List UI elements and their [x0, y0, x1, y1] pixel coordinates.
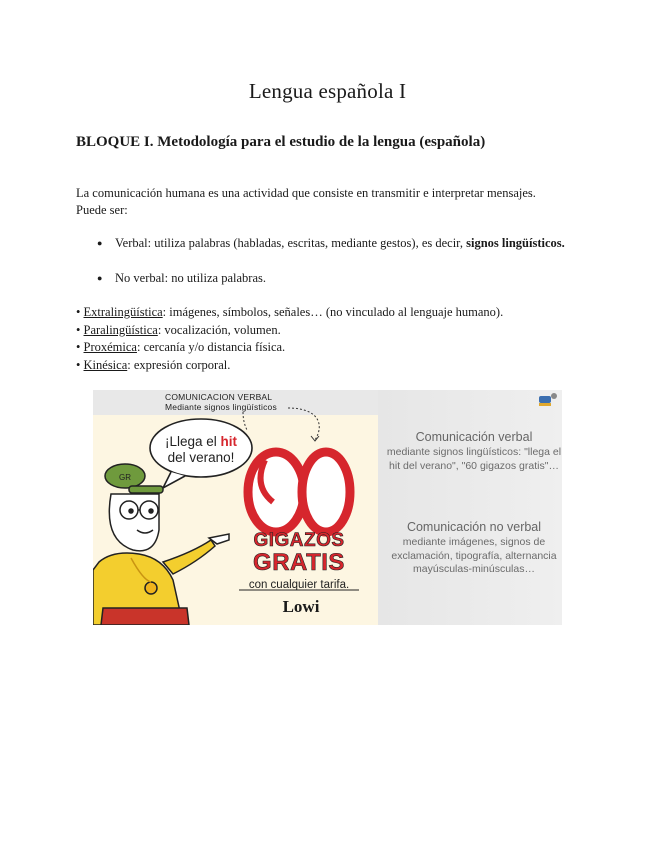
document-title: Lengua española I	[248, 79, 407, 103]
bullet-dot-icon: ●	[97, 238, 103, 248]
intro-paragraph	[76, 185, 596, 219]
corner-logo-icon	[539, 393, 557, 406]
bullet-verbal	[97, 235, 565, 252]
list-item-kinesica	[76, 357, 503, 375]
nonverbal-description: mediante imágenes, signos de exclamación, tipografía, alternancia mayúsculas-minúsculas…	[391, 536, 557, 575]
intro-line-2: Puede ser:	[76, 203, 128, 217]
nonverbal-description-block	[386, 520, 562, 577]
list-item-text: : cercanía y/o distancia física.	[136, 340, 286, 355]
list-item-prefix: •	[76, 322, 84, 337]
verbal-heading: Comunicación verbal	[415, 430, 533, 444]
verbal-caption-title: COMUNICACION VERBAL	[165, 392, 273, 402]
nonverbal-heading: Comunicación no verbal	[406, 520, 542, 534]
list-item-extralinguistica	[76, 304, 503, 322]
character-shorts	[101, 608, 189, 625]
bullet-dot-icon: ●	[97, 273, 103, 283]
lowi-ad-illustration	[93, 390, 562, 625]
list-item-term: Proxémica	[83, 340, 137, 355]
svg-text:GR: GR	[119, 473, 131, 482]
ad-gratis: GRATIS	[253, 549, 345, 576]
list-item-term: Kinésica	[83, 357, 128, 372]
medallion-icon	[145, 582, 157, 594]
list-item-term: Extralingüística	[83, 305, 163, 319]
list-item-text: : imágenes, símbolos, señales… (no vinculado al lenguaje humano).	[162, 305, 504, 319]
ad-number-text: 60	[300, 510, 302, 511]
list-item-term: Paralingüística	[83, 322, 158, 337]
list-item-paralinguistica	[76, 322, 503, 340]
list-item-text: : expresión corporal.	[127, 357, 231, 372]
bullet-nonverbal-text: No verbal: no utiliza palabras.	[115, 271, 266, 285]
speech-line-1	[165, 434, 238, 449]
ad-gigazos: GIGAZOS	[253, 530, 345, 551]
verbal-caption-subtitle: Mediante signos lingüísticos	[165, 402, 277, 412]
arrowhead-icon	[311, 436, 319, 441]
caption-arrow-right	[288, 408, 319, 440]
bullet-verbal-bold: signos lingüísticos.	[466, 236, 565, 250]
cartoon-character	[93, 464, 229, 625]
list-item-prefix: •	[76, 305, 84, 319]
verbal-description: mediante signos lingüísticos: "llega el hit del verano", "60 gigazos gratis"…	[386, 446, 562, 472]
nonverbal-types-list	[76, 304, 503, 374]
ad-sixty-number	[248, 452, 350, 532]
caption-arrow-left	[243, 412, 247, 430]
list-item-prefix: •	[76, 340, 84, 355]
list-item-proxemica	[76, 339, 503, 357]
bullet-verbal-text: Verbal: utiliza palabras (habladas, escritas, mediante gestos), es decir,	[115, 236, 467, 250]
speech-line-2: del verano!	[167, 450, 235, 465]
section-heading: BLOQUE I. Metodología para el estudio de la lengua (española)	[76, 134, 486, 150]
communication-slide-image	[93, 390, 562, 625]
ad-brand-logo: Lowi	[282, 597, 320, 616]
list-item-text: : vocalización, volumen.	[157, 322, 281, 337]
list-item-prefix: •	[76, 357, 84, 372]
speech-line-1-a: ¡Llega el	[164, 434, 221, 449]
speech-hit-word: hit	[220, 434, 238, 449]
intro-line-1: La comunicación humana es una actividad que consiste en transmitir e interpretar mensajes.	[76, 186, 536, 200]
character-cap-brim	[129, 486, 163, 493]
verbal-description-block	[386, 430, 562, 473]
ad-tagline: con cualquier tarifa.	[248, 579, 350, 591]
character-arm	[163, 540, 215, 574]
bullet-nonverbal	[97, 270, 266, 287]
